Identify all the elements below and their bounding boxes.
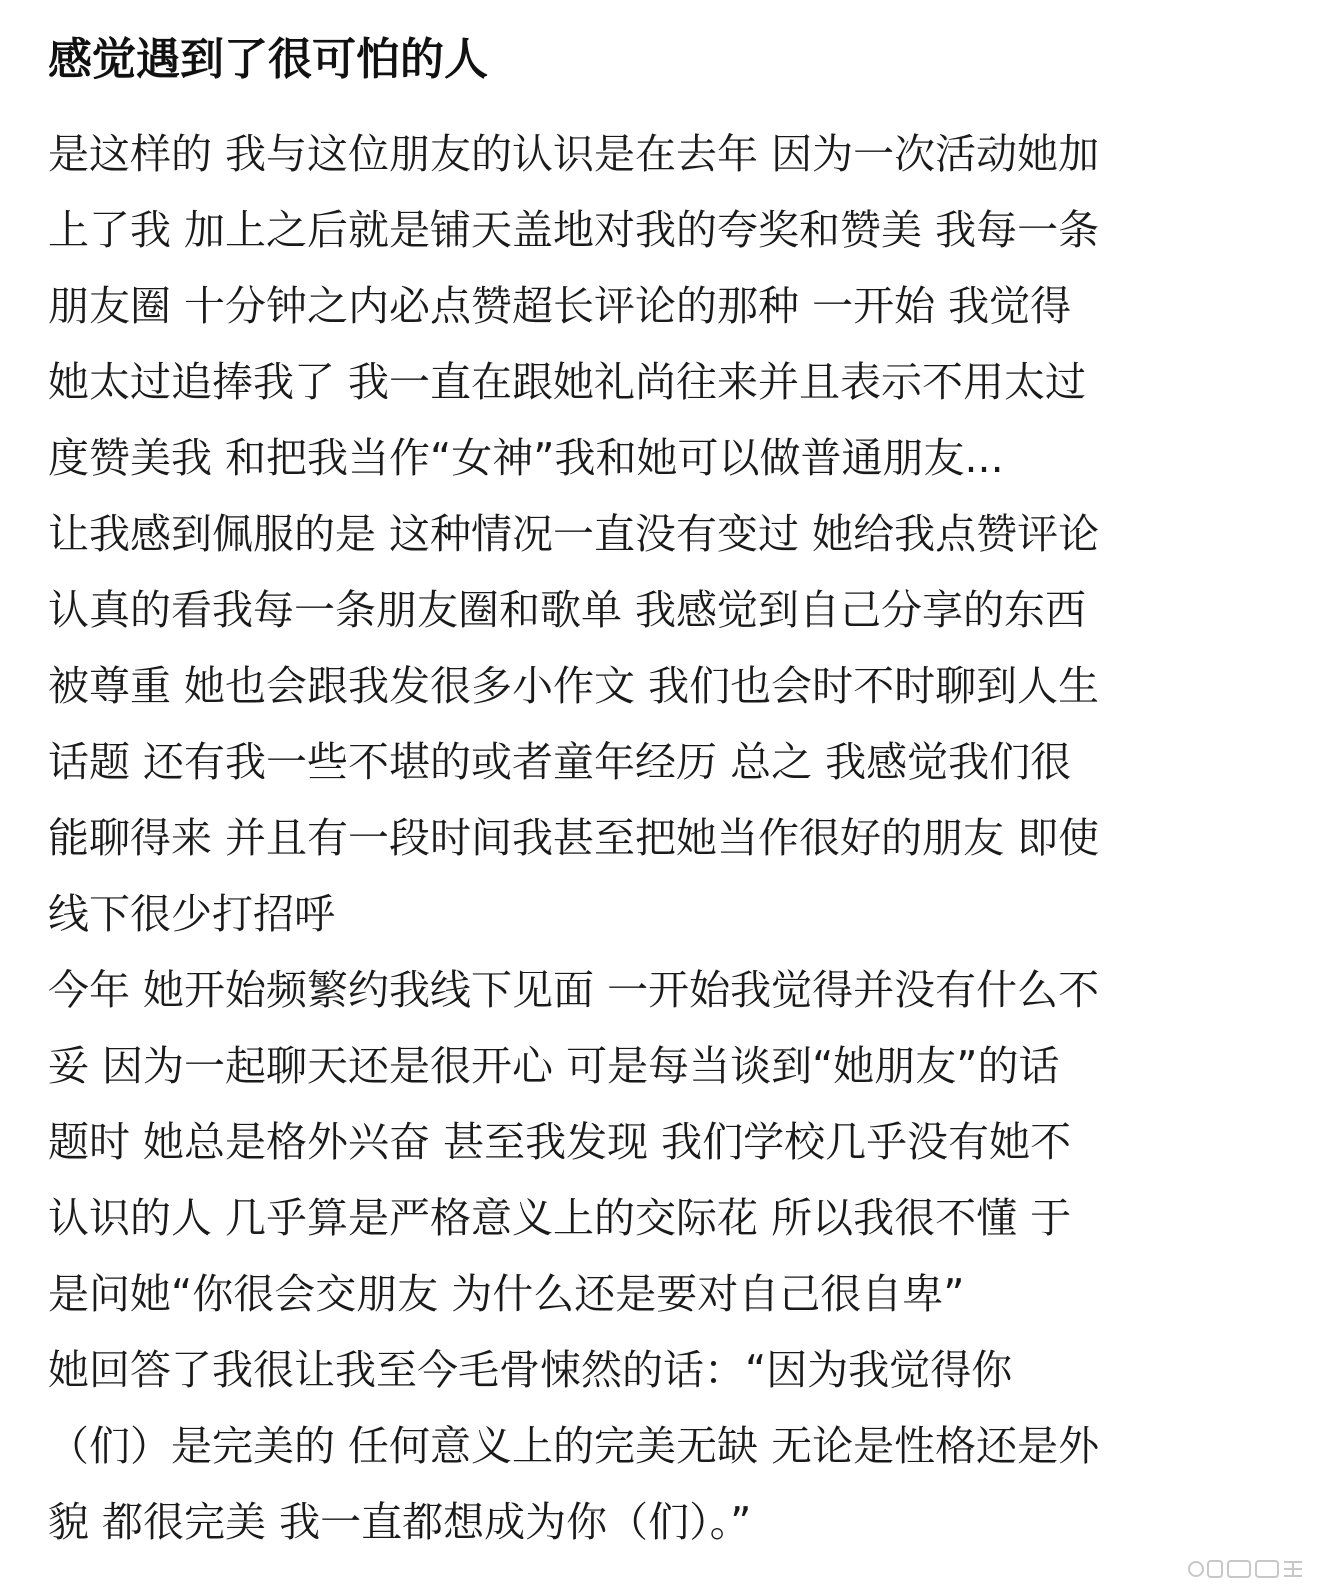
post-line: 度赞美我 和把我当作“女神”我和她可以做普通朋友...: [48, 434, 1004, 482]
post: [48, 28, 1278, 1560]
post-line: 让我感到佩服的是 这种情况一直没有变过 她给我点赞评论: [48, 510, 1100, 558]
weibo-watermark-icon: [1186, 1554, 1306, 1584]
post-line: 被尊重 她也会跟我发很多小作文 我们也会时不时聊到人生: [48, 662, 1100, 710]
post-line: 朋友圈 十分钟之内必点赞超长评论的那种 一开始 我觉得: [48, 282, 1072, 330]
post-line: 线下很少打招呼: [48, 890, 335, 938]
post-line: 是问她“你很会交朋友 为什么还是要对自己很自卑”: [48, 1270, 965, 1318]
post-line: 今年 她开始频繁约我线下见面 一开始我觉得并没有什么不: [48, 966, 1100, 1014]
post-line: 认真的看我每一条朋友圈和歌单 我感觉到自己分享的东西: [48, 586, 1087, 634]
post-line: 是这样的 我与这位朋友的认识是在去年 因为一次活动她加: [48, 130, 1100, 178]
post-line: 貌 都很完美 我一直都想成为你（们）。”: [48, 1498, 752, 1546]
post-line: 话题 还有我一些不堪的或者童年经历 总之 我感觉我们很: [48, 738, 1072, 786]
post-line: 能聊得来 并且有一段时间我甚至把她当作很好的朋友 即使: [48, 814, 1100, 862]
post-line: 她回答了我很让我至今毛骨悚然的话：“因为我觉得你: [48, 1346, 1013, 1394]
post-line: 题时 她总是格外兴奋 甚至我发现 我们学校几乎没有她不: [48, 1118, 1072, 1166]
post-line: 她太过追捧我了 我一直在跟她礼尚往来并且表示不用太过: [48, 358, 1087, 406]
post-line: 上了我 加上之后就是铺天盖地对我的夸奖和赞美 我每一条: [48, 206, 1100, 254]
post-line: 妥 因为一起聊天还是很开心 可是每当谈到“她朋友”的话: [48, 1042, 1060, 1090]
post-line: 认识的人 几乎算是严格意义上的交际花 所以我很不懂 于: [48, 1194, 1072, 1242]
post-title: 感觉遇到了很可怕的人: [48, 34, 488, 85]
post-line: （们）是完美的 任何意义上的完美无缺 无论是性格还是外: [48, 1422, 1100, 1470]
post-body: [48, 116, 1278, 1560]
